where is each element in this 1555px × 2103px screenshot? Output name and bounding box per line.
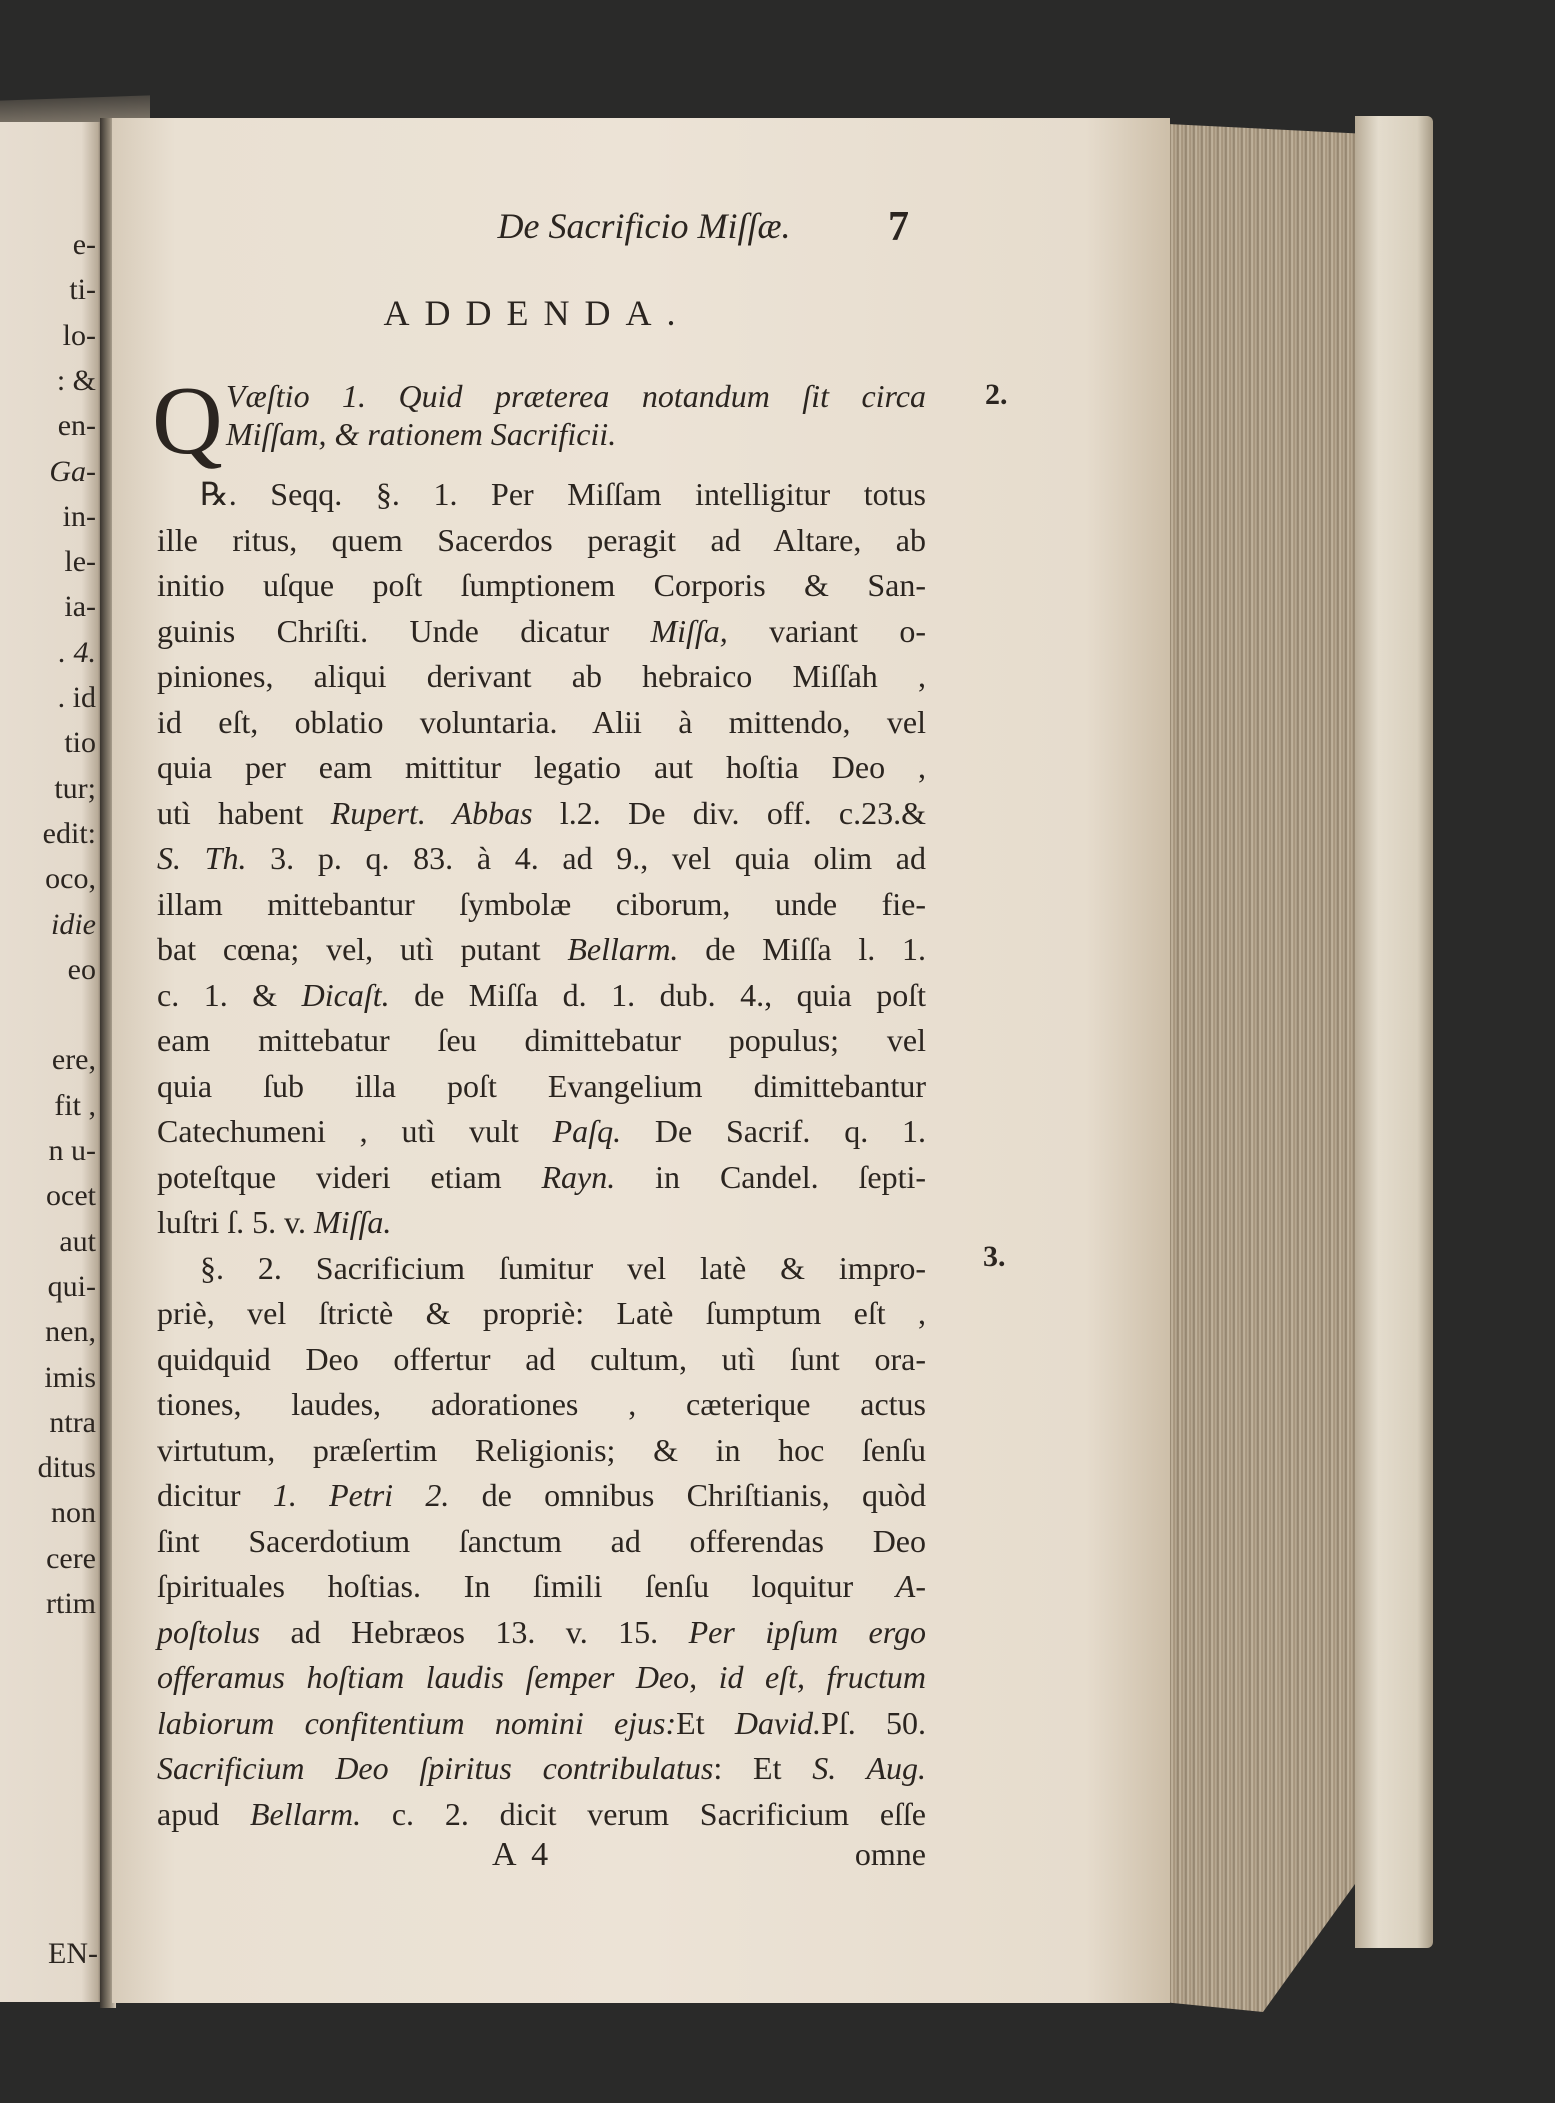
left-page-fragment: Ga-: [49, 454, 96, 488]
left-page-fragment: ocet: [46, 1179, 96, 1213]
text: bat cœna; vel, utì putant: [157, 931, 568, 967]
text: : Et: [713, 1750, 813, 1786]
catchword: omne: [854, 1836, 926, 1872]
text-line: [226, 376, 926, 416]
left-page-fragment: : &: [56, 363, 96, 397]
text-line: [157, 565, 926, 605]
left-page-fragment: cere: [46, 1541, 96, 1575]
italic-text: Miſſa,: [650, 612, 728, 649]
text-line: [157, 1111, 926, 1151]
text: id eſt, oblatio voluntaria. Alii à mittendo, vel: [157, 703, 926, 740]
italic-text: Sacrificium Deo ſpiritus contribulatus: [157, 1750, 714, 1786]
left-page-fragment: tio: [64, 726, 96, 760]
text-line: [157, 747, 926, 787]
text-line: [157, 520, 926, 560]
left-page-fragment: nen,: [45, 1315, 96, 1349]
text: de Miſſa d. 1. dub. 4., quia poſt: [389, 976, 927, 1013]
drop-cap: Q: [152, 367, 223, 475]
text-line: [157, 1521, 926, 1561]
text: ille ritus, quem Sacerdos peragit ad Altare, ab: [157, 521, 926, 558]
text: ad Hebræos 13. v. 15.: [260, 1613, 689, 1650]
left-page-fragment: rtim: [46, 1587, 96, 1620]
text-line: [157, 929, 926, 969]
text: quidquid Deo offertur ad cultum, utì ſunt ora-: [157, 1340, 926, 1377]
italic-text: poſtolus: [157, 1613, 261, 1650]
italic-text: Per ipſum ergo: [688, 1613, 927, 1650]
left-page-fragment: idie: [51, 907, 96, 941]
left-page-fragment: n u-: [48, 1134, 96, 1167]
text: utì habent: [157, 794, 331, 831]
text-line: [157, 1339, 926, 1379]
text-line: [157, 1430, 926, 1470]
left-page-fragment: edit:: [42, 816, 96, 850]
left-page-fragment: eo: [67, 952, 96, 986]
italic-text: Bellarm.: [567, 931, 679, 967]
italic-text: Bellarm.: [249, 1795, 362, 1832]
running-head: De Sacrificio Miſſæ.: [497, 206, 791, 246]
text: illam mittebantur ſymbolæ ciborum, unde fie-: [157, 885, 926, 922]
left-page-fragment: non: [51, 1496, 96, 1530]
margin-note: 3.: [983, 1240, 1006, 1273]
left-page-fragment: ti-: [69, 273, 96, 307]
italic-text: David.: [734, 1704, 822, 1741]
text: virtutum, præſertim Religionis; & in hoc ſenſu: [157, 1431, 926, 1468]
text-line: [226, 414, 926, 454]
left-page-fragment: en-: [57, 409, 96, 443]
text: variant o-: [727, 612, 927, 649]
text: apud: [157, 1795, 250, 1832]
text-line: [157, 1020, 926, 1060]
section-title: ADDENDA.: [383, 293, 691, 333]
text: §. 2. Sacrificium ſumitur vel latè & impro-: [200, 1249, 926, 1286]
italic-text: S. Aug.: [812, 1750, 927, 1786]
text-line: [157, 702, 926, 742]
left-page-fragment: ditus: [37, 1451, 96, 1485]
italic-text: Miſſa.: [314, 1204, 392, 1240]
italic-text: S. Th.: [157, 840, 247, 876]
text: dicitur: [157, 1477, 273, 1513]
text-line: [157, 1566, 926, 1606]
text: Catechumeni , utì vult: [157, 1113, 553, 1149]
signature-mark: A 4: [492, 1836, 553, 1873]
text: tiones, laudes, adorationes , cæterique actus: [157, 1386, 926, 1422]
text-line: [157, 793, 926, 833]
text: in Candel. ſepti-: [615, 1158, 927, 1195]
text: initio uſque poſt ſumptionem Corporis & San-: [157, 567, 926, 603]
text: ℞. Seqq. §. 1. Per Miſſam intelligitur totus: [200, 476, 926, 512]
text: guinis Chriſti. Unde dicatur: [157, 612, 651, 649]
text: c. 1. &: [157, 976, 302, 1013]
italic-text: offeramus hoſtiam laudis ſemper Deo, id eſt, fructum: [157, 1659, 926, 1695]
text: l.2. De div. off. c.23.&: [532, 794, 927, 831]
text-line: [157, 975, 926, 1015]
italic-text: Paſq.: [552, 1113, 622, 1149]
left-page-fragment: . 4.: [58, 635, 96, 669]
text: de omnibus Chriſtianis, quòd: [449, 1477, 927, 1513]
text-line: [157, 1293, 926, 1333]
italic-text: 1. Petri 2.: [272, 1477, 450, 1513]
left-page-fragment: in-: [62, 499, 96, 533]
italic-text: Dicaſt.: [301, 976, 390, 1013]
text-line: [157, 656, 926, 696]
left-page-fragment: qui-: [47, 1269, 96, 1303]
left-page-fragment: ntra: [49, 1405, 96, 1439]
text-line: [200, 474, 926, 514]
text-line: [157, 1066, 926, 1106]
left-page-fragment: ere,: [51, 1043, 96, 1077]
text: de Miſſa l. 1.: [678, 931, 927, 967]
text-line: [157, 611, 926, 651]
text-line: [157, 1703, 926, 1743]
text: priè, vel ſtrictè & propriè: Latè ſumptum eſt ,: [157, 1295, 926, 1331]
left-page-fragment: ia-: [64, 590, 96, 624]
text-line: [157, 838, 926, 878]
text: Pſ. 50.: [821, 1704, 927, 1741]
text: Et: [676, 1704, 735, 1741]
left-page-fragment: e-: [72, 228, 96, 261]
italic-text: A-: [895, 1568, 926, 1604]
left-page-fragment: fit ,: [54, 1088, 96, 1122]
italic-text: Miſſam, & rationem Sacrificii.: [226, 416, 617, 452]
text: 3. p. q. 83. à 4. ad 9., vel quia olim ad: [246, 840, 926, 876]
left-page-fragment: lo-: [62, 318, 96, 352]
text: poteſtque videri etiam: [157, 1158, 542, 1195]
left-page: [0, 122, 102, 2002]
book-cover: [1355, 116, 1433, 1948]
left-page-fragment: imis: [44, 1360, 96, 1394]
text-line: [157, 884, 926, 924]
margin-note: 2.: [985, 378, 1008, 411]
text-line: [157, 1748, 926, 1788]
text: eam mittebatur ſeu dimittebatur populus; vel: [157, 1022, 926, 1058]
text: c. 2. dicit verum Sacrificium eſſe: [361, 1795, 927, 1832]
text-line: [157, 1657, 926, 1697]
italic-text: Rayn.: [541, 1158, 616, 1195]
text: quia per eam mittitur legatio aut hoſtia Deo ,: [157, 749, 926, 785]
text-line: [157, 1475, 926, 1515]
text: ſint Sacerdotium ſanctum ad offerendas Deo: [157, 1522, 926, 1559]
italic-text: Rupert. Abbas: [330, 794, 533, 831]
left-page-fragment: oco,: [45, 862, 96, 896]
fore-edge-pages: [1168, 124, 1358, 2012]
text: De Sacrif. q. 1.: [621, 1113, 927, 1149]
text-line: [157, 1202, 926, 1242]
text: piniones, aliqui derivant ab hebraico Miſſah ,: [157, 658, 926, 694]
left-page-fragment: tur;: [54, 771, 96, 805]
left-page-fragment: . id: [57, 681, 96, 714]
text-line: [157, 1612, 926, 1652]
text: luſtri ſ. 5. v.: [157, 1204, 315, 1240]
italic-text: labiorum confitentium nomini ejus:: [157, 1704, 677, 1741]
text-line: [157, 1794, 926, 1834]
text-line: [157, 1384, 926, 1424]
left-page-fragment: le-: [64, 545, 96, 579]
text-line: [200, 1248, 926, 1288]
page-number: 7: [888, 204, 909, 250]
text: ſpirituales hoſtias. In ſimili ſenſu loquitur: [157, 1568, 896, 1604]
left-page-catchword: EN-: [48, 1937, 98, 1970]
text-line: [157, 1157, 926, 1197]
text: quia ſub illa poſt Evangelium dimittebantur: [157, 1067, 926, 1104]
left-page-fragment: aut: [59, 1224, 96, 1258]
italic-text: Væſtio 1. Quid præterea notandum ſit circa: [226, 378, 926, 414]
